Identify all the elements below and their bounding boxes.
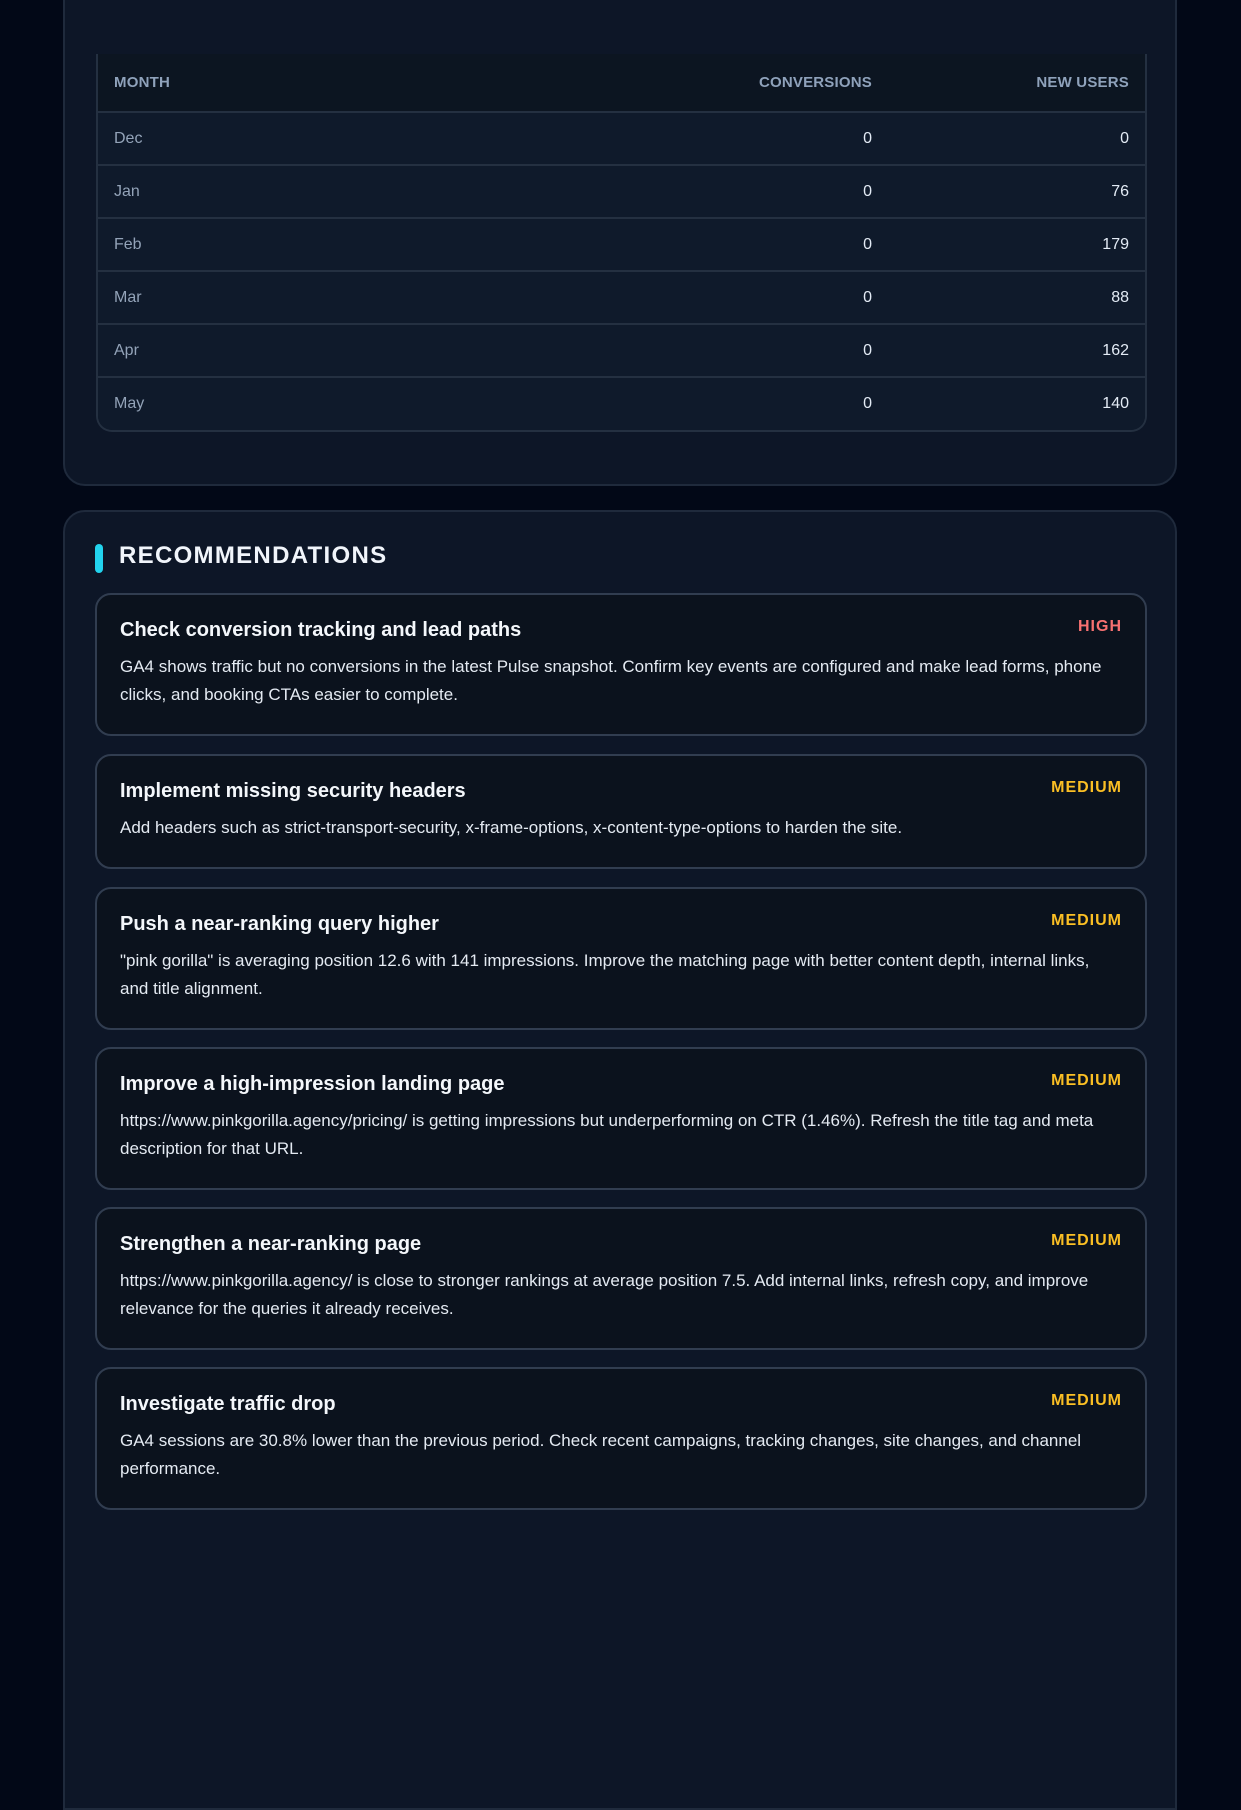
recommendation-item xyxy=(95,887,1147,1030)
cell-conversions: 0 xyxy=(618,377,888,430)
recommendation-title: Investigate traffic drop xyxy=(120,1393,336,1415)
cell-new-users: 0 xyxy=(1120,129,1129,147)
priority-badge: MEDIUM xyxy=(1051,912,1122,929)
section-title: RECOMMENDATIONS xyxy=(119,542,388,569)
column-header-conversions: CONVERSIONS xyxy=(618,54,888,112)
recommendation-title: Implement missing security headers xyxy=(120,780,466,802)
monthly-stats-table xyxy=(96,54,1147,432)
cell-conversions: 0 xyxy=(618,324,888,377)
recommendation-title: Strengthen a near-ranking page xyxy=(120,1233,422,1255)
recommendation-description: "pink gorilla" is averaging position 12.6 with 141 impressions. Improve the matching page with better content depth, internal links, and title alignment. xyxy=(120,951,1090,998)
cell-conversions: 0 xyxy=(618,165,888,218)
recommendation-title: Improve a high-impression landing page xyxy=(120,1073,505,1095)
priority-badge: MEDIUM xyxy=(1051,1392,1122,1409)
cell-new-users: 140 xyxy=(888,377,1145,430)
table-row xyxy=(98,165,1145,218)
recommendations-card xyxy=(63,510,1177,1810)
recommendation-item xyxy=(95,593,1147,736)
monthly-stats-card xyxy=(63,0,1177,486)
recommendation-item xyxy=(95,1047,1147,1190)
recommendation-title: Check conversion tracking and lead paths xyxy=(120,619,522,641)
priority-badge: MEDIUM xyxy=(1051,1232,1122,1249)
cell-month: Dec xyxy=(114,129,143,147)
recommendation-description: GA4 sessions are 30.8% lower than the previous period. Check recent campaigns, tracking changes, site changes, and channel performance. xyxy=(120,1431,1082,1478)
priority-badge: HIGH xyxy=(1078,618,1122,635)
column-header-new-users: NEW USERS xyxy=(888,54,1145,112)
column-header-month: MONTH xyxy=(98,54,618,112)
cell-new-users: 179 xyxy=(888,218,1145,271)
priority-badge: MEDIUM xyxy=(1051,1072,1122,1089)
recommendation-item xyxy=(95,1207,1147,1350)
cell-month: Feb xyxy=(98,218,618,271)
recommendation-description: GA4 shows traffic but no conversions in the latest Pulse snapshot. Confirm key events are configured and make lead forms, phone clicks, and booking CTAs easier to complete. xyxy=(120,657,1102,704)
table-row xyxy=(98,377,1145,430)
cell-new-users: 88 xyxy=(888,271,1145,324)
section-accent-bar xyxy=(95,544,103,573)
cell-conversions: 0 xyxy=(618,218,888,271)
table-row xyxy=(98,112,1145,165)
recommendation-description: https://www.pinkgorilla.agency/ is close to stronger rankings at average position 7.5. Add internal links, refresh copy, and improve relevance for the queries it already receives. xyxy=(120,1271,1089,1318)
table-header-row xyxy=(98,54,1145,112)
table-row xyxy=(98,218,1145,271)
cell-month: May xyxy=(98,377,618,430)
cell-conversions: 0 xyxy=(618,271,888,324)
recommendation-item xyxy=(95,754,1147,869)
cell-month: Apr xyxy=(98,324,618,377)
table-row xyxy=(98,271,1145,324)
recommendation-title: Push a near-ranking query higher xyxy=(120,913,439,935)
recommendation-description: https://www.pinkgorilla.agency/pricing/ is getting impressions but underperforming on CTR (1.46%). Refresh the title tag and meta description for that URL. xyxy=(120,1111,1094,1158)
cell-month: Mar xyxy=(98,271,618,324)
table-row xyxy=(98,324,1145,377)
cell-conversions: 0 xyxy=(863,129,872,147)
cell-month: Jan xyxy=(98,165,618,218)
recommendation-description: Add headers such as strict-transport-security, x-frame-options, x-content-type-options to harden the site. xyxy=(120,818,903,837)
priority-badge: MEDIUM xyxy=(1051,779,1122,796)
cell-new-users: 162 xyxy=(888,324,1145,377)
cell-new-users: 76 xyxy=(888,165,1145,218)
recommendation-item xyxy=(95,1367,1147,1510)
